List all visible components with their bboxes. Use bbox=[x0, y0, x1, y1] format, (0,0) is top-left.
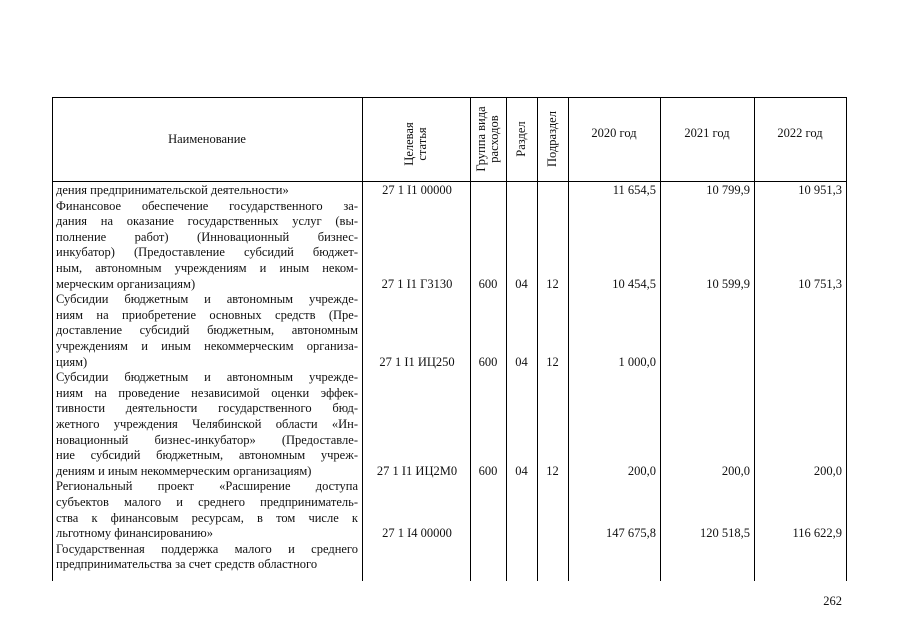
cell-subsection: 12 bbox=[546, 276, 559, 291]
header-name: Наименование bbox=[168, 132, 246, 146]
header-target-article-line1: Целевая bbox=[402, 122, 416, 166]
name-line: дения предпринимательской деятельности» bbox=[56, 183, 289, 197]
cell-target-article: 27 1 I1 00000 bbox=[382, 183, 452, 197]
name-line: жетного учреждения Челябинской области «Ин- bbox=[56, 417, 358, 431]
cell-2022: 10 751,3 bbox=[798, 276, 842, 291]
name-line: дениям и иным некоммерческим организациям) bbox=[56, 463, 312, 478]
cell-2021: 10 599,9 bbox=[706, 276, 750, 291]
cell-expense-group: 600 bbox=[478, 463, 498, 478]
cell-section: 04 bbox=[515, 354, 528, 369]
header-expense-group-line2: расходов bbox=[487, 115, 501, 163]
cell-target-article: 27 1 I1 ИЦ250 bbox=[379, 354, 455, 369]
cell-2022: 10 951,3 bbox=[798, 183, 842, 197]
header-expense-group-line1: Группа вида bbox=[474, 106, 488, 172]
name-line: Региональный проект «Расширение доступа bbox=[56, 479, 358, 494]
name-line: ным, автономным учреждениям и иным неком- bbox=[56, 261, 358, 275]
cell-expense-group: 600 bbox=[478, 354, 498, 369]
header-target-article bbox=[403, 104, 429, 184]
cell-2022: 116 622,9 bbox=[792, 526, 842, 541]
cell-2021: 120 518,5 bbox=[700, 526, 750, 541]
header-subsection: Подраздел bbox=[545, 111, 559, 167]
cell-target-article: 27 1 I1 Г3130 bbox=[381, 276, 453, 291]
header-expense-group bbox=[475, 97, 501, 181]
name-line: циям) bbox=[56, 354, 88, 369]
header-2021: 2021 год bbox=[684, 126, 730, 140]
name-line: Субсидии бюджетным и автономным учрежде- bbox=[56, 292, 358, 307]
name-line: тивности деятельности государственного бюд- bbox=[56, 401, 358, 416]
cell-target-article: 27 1 I1 ИЦ2М0 bbox=[376, 463, 458, 478]
name-line: ниям на проведение независимой оценки эффек- bbox=[56, 385, 358, 400]
name-line: доставление субсидий бюджетным, автономным bbox=[56, 323, 358, 338]
header-2020: 2020 год bbox=[591, 126, 637, 140]
header-target-article-line2: статья bbox=[415, 127, 429, 161]
cell-2020: 1 000,0 bbox=[618, 354, 656, 369]
name-line: учреждениям и иным некоммерческим организа- bbox=[56, 339, 358, 353]
cell-2020: 11 654,5 bbox=[612, 183, 656, 197]
cell-subsection: 12 bbox=[546, 354, 559, 369]
cell-section: 04 bbox=[515, 463, 528, 478]
name-line: предпринимательства за счет средств областного bbox=[56, 557, 318, 572]
name-line: ние субсидий бюджетным, автономным учреж- bbox=[56, 448, 358, 463]
header-2022: 2022 год bbox=[777, 126, 823, 140]
cell-2020: 10 454,5 bbox=[612, 276, 656, 291]
name-line: дания на оказание государственных услуг (вы- bbox=[56, 214, 358, 229]
cell-2020: 147 675,8 bbox=[606, 526, 656, 541]
name-line: ства к финансовым ресурсам, в том числе к bbox=[56, 510, 358, 525]
cell-expense-group: 600 bbox=[478, 276, 498, 291]
page-number: 262 bbox=[823, 594, 842, 608]
cell-subsection: 12 bbox=[546, 463, 559, 478]
name-line: мерческим организациям) bbox=[56, 276, 196, 291]
cell-2020: 200,0 bbox=[627, 463, 656, 478]
cell-target-article: 27 1 I4 00000 bbox=[382, 526, 452, 541]
name-line: льготному финансированию» bbox=[56, 526, 213, 541]
name-line: ниям на приобретение основных средств (Пре- bbox=[56, 307, 358, 322]
name-line: полнение работ) (Инновационный бизнес- bbox=[56, 229, 358, 244]
name-line: Субсидии бюджетным и автономным учрежде- bbox=[56, 370, 358, 385]
cell-2022: 200,0 bbox=[813, 463, 842, 478]
cell-2021: 200,0 bbox=[721, 463, 750, 478]
name-line: инкубатор) (Предоставление субсидий бюджет- bbox=[56, 245, 358, 260]
name-line: Финансовое обеспечение государственного за- bbox=[56, 198, 358, 213]
name-line: новационный бизнес-инкубатор» (Предоставле- bbox=[56, 432, 358, 447]
name-line: Государственная поддержка малого и среднего bbox=[56, 541, 358, 556]
cell-2021: 10 799,9 bbox=[706, 183, 750, 197]
cell-section: 04 bbox=[515, 276, 528, 291]
name-line: субъектов малого и среднего предприниматель- bbox=[56, 495, 358, 509]
header-section: Раздел bbox=[514, 121, 528, 157]
